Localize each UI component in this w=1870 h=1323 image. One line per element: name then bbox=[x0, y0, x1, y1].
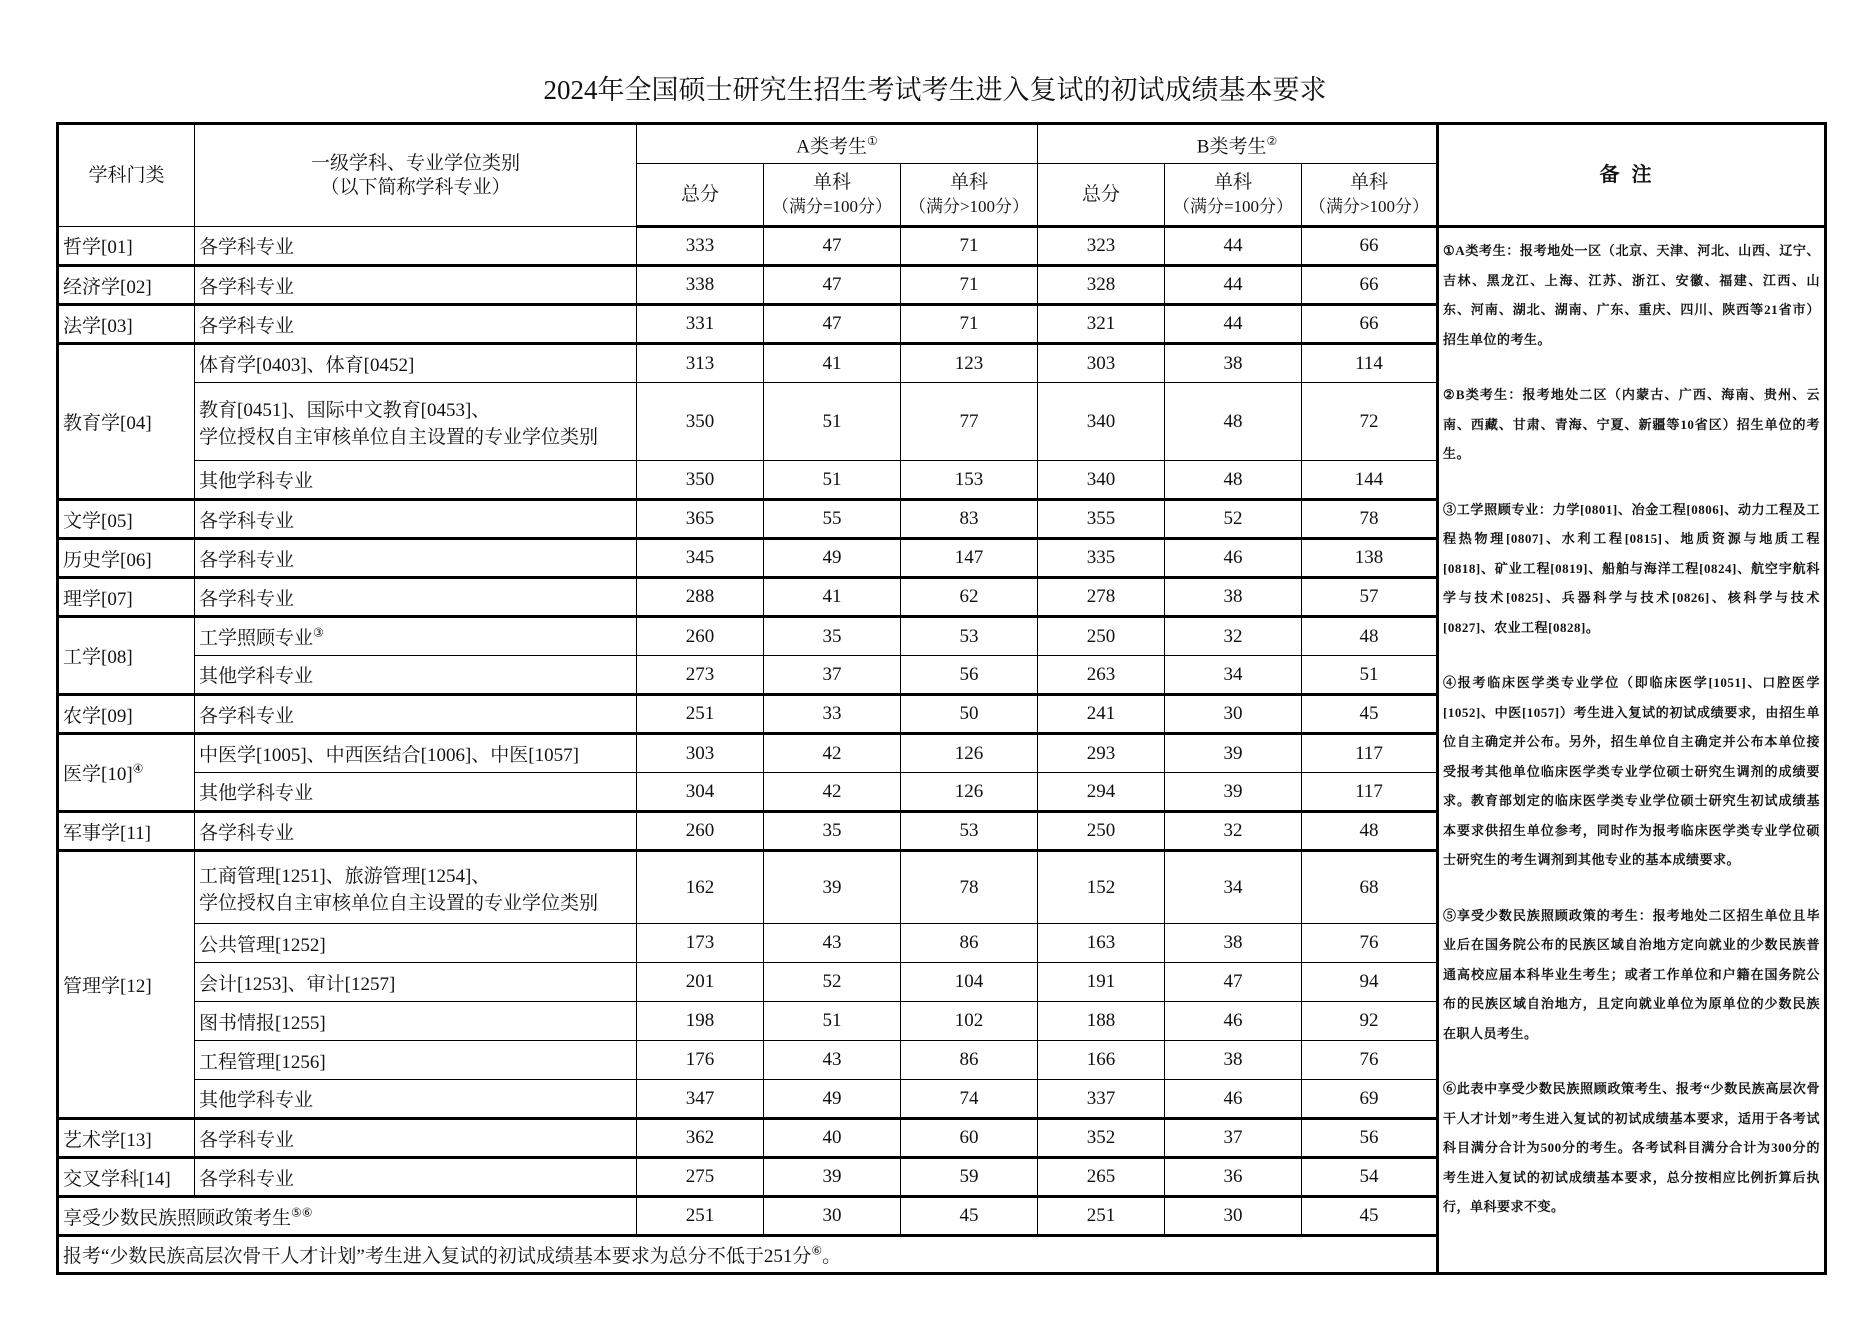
header-discipline: 学科门类 bbox=[58, 124, 195, 227]
score-a-2: 53 bbox=[901, 812, 1038, 851]
note: ⑥此表中享受少数民族照顾政策考生、报考“少数民族高层次骨干人才计划”考生进入复试的初试成绩基本要求，适用于各考试科目满分合计为500分的考生。各考试科目满分合计为300分的考生进入复试的初试成绩基本要求，总分按相应比例折算后执行，单科要求不变。 bbox=[1443, 1081, 1820, 1214]
subject-cell bbox=[195, 924, 637, 963]
score-a-2: 71 bbox=[901, 266, 1038, 305]
subject-cell bbox=[195, 963, 637, 1002]
discipline-name: 法学[03] bbox=[63, 315, 133, 337]
header-a-single-gt100 bbox=[901, 164, 1038, 227]
score-b-1: 52 bbox=[1165, 500, 1302, 539]
subject-name: 工程管理[1256] bbox=[199, 1051, 326, 1073]
subject-cell bbox=[195, 461, 637, 500]
score-a-2: 74 bbox=[901, 1080, 1038, 1119]
score-a-0: 345 bbox=[637, 539, 764, 578]
score-a-2: 71 bbox=[901, 305, 1038, 344]
minority-label bbox=[58, 1197, 637, 1236]
score-b-1: 39 bbox=[1165, 734, 1302, 773]
header-subject-line1: 一级学科、专业学位类别 bbox=[310, 152, 520, 174]
score-b-0: 335 bbox=[1038, 539, 1165, 578]
subject-name: 各学科专业 bbox=[199, 276, 295, 298]
subject-name: 各学科专业 bbox=[199, 1129, 295, 1151]
score-b-2: 114 bbox=[1302, 344, 1438, 383]
score-b-0: 166 bbox=[1038, 1041, 1165, 1080]
subject-cell bbox=[195, 539, 637, 578]
header-group-a bbox=[637, 124, 1038, 164]
score-b-1: 34 bbox=[1165, 656, 1302, 695]
header-b-total: 总分 bbox=[1038, 164, 1165, 227]
page-title: 2024年全国硕士研究生招生考试考生进入复试的初试成绩基本要求 bbox=[543, 75, 1327, 105]
score-b-2: 56 bbox=[1302, 1119, 1438, 1158]
discipline-cell bbox=[58, 305, 195, 344]
minority-label-text: 享受少数民族照顾政策考生 bbox=[63, 1207, 292, 1229]
subject-name: 其他学科专业 bbox=[199, 471, 314, 492]
score-a-0: 162 bbox=[637, 851, 764, 924]
discipline-cell bbox=[58, 539, 195, 578]
score-a-2: 86 bbox=[901, 1041, 1038, 1080]
score-a-1: 42 bbox=[764, 773, 901, 812]
score-b-0: 321 bbox=[1038, 305, 1165, 344]
score-a-2: 83 bbox=[901, 500, 1038, 539]
discipline-name: 艺术学[13] bbox=[63, 1129, 152, 1151]
score-b-0: 337 bbox=[1038, 1080, 1165, 1119]
single-label: 单科 bbox=[812, 171, 851, 193]
subject-name: 体育学[0403]、体育[0452] bbox=[199, 355, 415, 376]
subject-name: 公共管理[1252] bbox=[199, 934, 326, 956]
score-a-1: 35 bbox=[764, 812, 901, 851]
score-b-2: 72 bbox=[1302, 383, 1438, 461]
score-b-2: 48 bbox=[1302, 812, 1438, 851]
note: ③工学照顾专业：力学[0801]、冶金工程[0806]、动力工程及工程热物理[0807]、水利工程[0815]、地质资源与地质工程[0818]、矿业工程[0819]、船舶与海洋工程[0824]、航空宇航科学与技术[0825]、兵器科学与技术[0826]、核科学与技术[0827]、农业工程[0828]。 bbox=[1443, 501, 1820, 635]
score-a-0: 362 bbox=[637, 1119, 764, 1158]
discipline-cell bbox=[58, 227, 195, 266]
score-a-2: 78 bbox=[901, 851, 1038, 924]
footer-text: 报考“少数民族高层次骨干人才计划”考生进入复试的初试成绩基本要求为总分不低于251分 bbox=[63, 1246, 812, 1267]
score-a-2: 126 bbox=[901, 773, 1038, 812]
score-b-0: 250 bbox=[1038, 812, 1165, 851]
single-label: 单科 bbox=[1349, 171, 1388, 193]
subject-cell bbox=[195, 1002, 637, 1041]
discipline-name: 历史学[06] bbox=[63, 549, 152, 571]
score-a-0: 173 bbox=[637, 924, 764, 963]
score-b-0: 294 bbox=[1038, 773, 1165, 812]
score-a-0: 347 bbox=[637, 1080, 764, 1119]
score-a-2: 123 bbox=[901, 344, 1038, 383]
discipline-cell bbox=[58, 617, 195, 695]
discipline-cell bbox=[58, 578, 195, 617]
score-a-0: 288 bbox=[637, 578, 764, 617]
score-a-1: 40 bbox=[764, 1119, 901, 1158]
score-b-2: 66 bbox=[1302, 266, 1438, 305]
score-b-1: 30 bbox=[1165, 695, 1302, 734]
score-a-0: 350 bbox=[637, 461, 764, 500]
score-b-1: 38 bbox=[1165, 1041, 1302, 1080]
score-a-1: 39 bbox=[764, 1158, 901, 1197]
header-b-single-gt100 bbox=[1302, 164, 1438, 227]
discipline-name: 经济学[02] bbox=[63, 276, 152, 298]
header-subject bbox=[195, 124, 637, 227]
subject-name: 各学科专业 bbox=[199, 1168, 295, 1190]
score-a-2: 53 bbox=[901, 617, 1038, 656]
score-a-1: 51 bbox=[764, 383, 901, 461]
subject-cell bbox=[195, 1119, 637, 1158]
score-a-0: 313 bbox=[637, 344, 764, 383]
score-a-1: 42 bbox=[764, 734, 901, 773]
score-b-2: 117 bbox=[1302, 773, 1438, 812]
score-b-1: 47 bbox=[1165, 963, 1302, 1002]
full-gt100-label: （满分>100分） bbox=[1308, 196, 1430, 216]
group-b-sup: ② bbox=[1266, 133, 1278, 148]
score-a-1: 47 bbox=[764, 227, 901, 266]
discipline-cell bbox=[58, 1158, 195, 1197]
score-b-2: 117 bbox=[1302, 734, 1438, 773]
score-a-2: 45 bbox=[901, 1197, 1038, 1236]
discipline-cell bbox=[58, 500, 195, 539]
score-b-1: 46 bbox=[1165, 539, 1302, 578]
discipline-cell bbox=[58, 1119, 195, 1158]
score-b-1: 38 bbox=[1165, 578, 1302, 617]
single-label: 单科 bbox=[1213, 171, 1252, 193]
discipline-name: 医学[10] bbox=[63, 764, 133, 785]
score-a-1: 51 bbox=[764, 461, 901, 500]
score-a-1: 51 bbox=[764, 1002, 901, 1041]
notes-cell bbox=[1438, 227, 1826, 1274]
subject-name: 其他学科专业 bbox=[199, 1090, 314, 1111]
note: ⑤享受少数民族照顾政策的考生：报考地处二区招生单位且毕业后在国务院公布的民族区域自治地方定向就业的少数民族普通高校应届本科毕业生考生；或者工作单位和户籍在国务院公布的民族区域自治地方，且定向就业单位为原单位的少数民族在职人员考生。 bbox=[1443, 907, 1820, 1041]
subject-name: 图书情报[1255] bbox=[199, 1012, 326, 1034]
score-b-1: 44 bbox=[1165, 266, 1302, 305]
score-a-2: 126 bbox=[901, 734, 1038, 773]
score-table bbox=[56, 122, 1827, 1275]
score-a-0: 304 bbox=[637, 773, 764, 812]
score-b-2: 138 bbox=[1302, 539, 1438, 578]
score-a-2: 71 bbox=[901, 227, 1038, 266]
score-a-1: 43 bbox=[764, 924, 901, 963]
score-b-0: 188 bbox=[1038, 1002, 1165, 1041]
header-a-single-100 bbox=[764, 164, 901, 227]
score-a-1: 47 bbox=[764, 266, 901, 305]
full-gt100-label: （满分>100分） bbox=[908, 196, 1030, 216]
score-b-0: 191 bbox=[1038, 963, 1165, 1002]
table-row bbox=[58, 227, 1826, 266]
score-b-2: 48 bbox=[1302, 617, 1438, 656]
subject-name: 其他学科专业 bbox=[199, 783, 314, 804]
subject-cell bbox=[195, 1158, 637, 1197]
subject-name: 工商管理[1251]、旅游管理[1254]、 bbox=[199, 865, 491, 887]
score-a-0: 331 bbox=[637, 305, 764, 344]
subject-name: 工学照顾专业 bbox=[199, 628, 314, 649]
score-b-1: 48 bbox=[1165, 461, 1302, 500]
score-b-1: 32 bbox=[1165, 617, 1302, 656]
subject-cell bbox=[195, 773, 637, 812]
score-a-0: 251 bbox=[637, 695, 764, 734]
score-b-0: 293 bbox=[1038, 734, 1165, 773]
note: ①A类考生：报考地处一区（北京、天津、河北、山西、辽宁、吉林、黑龙江、上海、江苏、浙江、安徽、福建、江西、山东、河南、湖北、湖南、广东、重庆、四川、陕西等21省市）招生单位的考生。 bbox=[1443, 243, 1820, 347]
score-b-0: 163 bbox=[1038, 924, 1165, 963]
score-b-2: 66 bbox=[1302, 227, 1438, 266]
score-a-0: 251 bbox=[637, 1197, 764, 1236]
score-b-2: 144 bbox=[1302, 461, 1438, 500]
score-a-0: 338 bbox=[637, 266, 764, 305]
score-b-0: 265 bbox=[1038, 1158, 1165, 1197]
discipline-name: 教育学[04] bbox=[63, 413, 152, 434]
footnote-ref: ⑤⑥ bbox=[291, 1205, 313, 1220]
score-a-1: 37 bbox=[764, 656, 901, 695]
score-b-2: 66 bbox=[1302, 305, 1438, 344]
score-a-1: 49 bbox=[764, 539, 901, 578]
score-b-0: 355 bbox=[1038, 500, 1165, 539]
score-b-2: 69 bbox=[1302, 1080, 1438, 1119]
score-a-2: 59 bbox=[901, 1158, 1038, 1197]
score-b-1: 38 bbox=[1165, 344, 1302, 383]
discipline-name: 工学[08] bbox=[63, 647, 133, 668]
subject-cell bbox=[195, 305, 637, 344]
score-a-1: 33 bbox=[764, 695, 901, 734]
subject-cell bbox=[195, 656, 637, 695]
score-b-0: 251 bbox=[1038, 1197, 1165, 1236]
score-b-1: 37 bbox=[1165, 1119, 1302, 1158]
discipline-name: 农学[09] bbox=[63, 705, 133, 727]
subject-name: 其他学科专业 bbox=[199, 666, 314, 687]
score-a-2: 86 bbox=[901, 924, 1038, 963]
score-b-0: 340 bbox=[1038, 461, 1165, 500]
score-a-2: 104 bbox=[901, 963, 1038, 1002]
score-b-1: 48 bbox=[1165, 383, 1302, 461]
score-a-2: 102 bbox=[901, 1002, 1038, 1041]
subject-name: 各学科专业 bbox=[199, 705, 295, 727]
score-b-2: 92 bbox=[1302, 1002, 1438, 1041]
score-b-2: 78 bbox=[1302, 500, 1438, 539]
score-b-0: 352 bbox=[1038, 1119, 1165, 1158]
score-b-0: 323 bbox=[1038, 227, 1165, 266]
discipline-cell bbox=[58, 344, 195, 500]
discipline-name: 交叉学科[14] bbox=[63, 1168, 171, 1190]
subject-name: 中医学[1005]、中西医结合[1006]、中医[1057] bbox=[199, 745, 579, 766]
score-b-2: 76 bbox=[1302, 1041, 1438, 1080]
score-b-2: 76 bbox=[1302, 924, 1438, 963]
subject-cell bbox=[195, 734, 637, 773]
footer-end: 。 bbox=[822, 1246, 842, 1267]
subject-name: 各学科专业 bbox=[199, 315, 295, 337]
score-b-0: 263 bbox=[1038, 656, 1165, 695]
subject-cell bbox=[195, 695, 637, 734]
score-a-1: 35 bbox=[764, 617, 901, 656]
score-b-0: 250 bbox=[1038, 617, 1165, 656]
score-b-1: 36 bbox=[1165, 1158, 1302, 1197]
single-label: 单科 bbox=[949, 171, 988, 193]
score-a-0: 273 bbox=[637, 656, 764, 695]
footer-note bbox=[58, 1236, 1438, 1274]
discipline-name: 哲学[01] bbox=[63, 237, 133, 258]
score-b-1: 44 bbox=[1165, 305, 1302, 344]
group-b-label: B类考生 bbox=[1196, 136, 1267, 158]
score-b-2: 68 bbox=[1302, 851, 1438, 924]
score-b-0: 152 bbox=[1038, 851, 1165, 924]
score-b-2: 45 bbox=[1302, 1197, 1438, 1236]
score-a-0: 198 bbox=[637, 1002, 764, 1041]
discipline-cell bbox=[58, 812, 195, 851]
subject-name: 各学科专业 bbox=[199, 588, 295, 610]
score-a-2: 62 bbox=[901, 578, 1038, 617]
score-a-1: 43 bbox=[764, 1041, 901, 1080]
score-a-1: 47 bbox=[764, 305, 901, 344]
full-100-label: （满分=100分） bbox=[1172, 196, 1294, 216]
subject-cell bbox=[195, 812, 637, 851]
score-b-1: 46 bbox=[1165, 1080, 1302, 1119]
score-a-2: 56 bbox=[901, 656, 1038, 695]
subject-name: 各学科专业 bbox=[199, 822, 295, 844]
footnote-ref: ④ bbox=[132, 761, 144, 776]
discipline-name: 理学[07] bbox=[63, 588, 133, 610]
score-a-0: 350 bbox=[637, 383, 764, 461]
subject-cell bbox=[195, 578, 637, 617]
subject-name: 各学科专业 bbox=[199, 510, 295, 532]
discipline-cell bbox=[58, 851, 195, 1119]
score-a-1: 30 bbox=[764, 1197, 901, 1236]
header-remarks: 备注 bbox=[1438, 124, 1826, 227]
score-b-1: 39 bbox=[1165, 773, 1302, 812]
score-b-1: 34 bbox=[1165, 851, 1302, 924]
discipline-cell bbox=[58, 266, 195, 305]
score-a-0: 260 bbox=[637, 812, 764, 851]
score-a-1: 52 bbox=[764, 963, 901, 1002]
score-b-2: 54 bbox=[1302, 1158, 1438, 1197]
group-a-sup: ① bbox=[866, 133, 878, 148]
score-a-2: 77 bbox=[901, 383, 1038, 461]
subject-name: 各学科专业 bbox=[199, 237, 295, 258]
note: ②B类考生：报考地处二区（内蒙古、广西、海南、贵州、云南、西藏、甘肃、青海、宁夏、新疆等10省区）招生单位的考生。 bbox=[1443, 387, 1820, 461]
score-a-2: 153 bbox=[901, 461, 1038, 500]
subject-name: 各学科专业 bbox=[199, 549, 295, 571]
header-group-b bbox=[1038, 124, 1438, 164]
subject-cell bbox=[195, 266, 637, 305]
discipline-name: 文学[05] bbox=[63, 510, 133, 532]
subject-cell bbox=[195, 617, 637, 656]
score-b-1: 44 bbox=[1165, 227, 1302, 266]
score-b-2: 57 bbox=[1302, 578, 1438, 617]
subject-cell bbox=[195, 344, 637, 383]
full-100-label: （满分=100分） bbox=[771, 196, 893, 216]
score-b-0: 340 bbox=[1038, 383, 1165, 461]
subject-name-line2: 学位授权自主审核单位自主设置的专业学位类别 bbox=[199, 426, 599, 448]
score-a-0: 365 bbox=[637, 500, 764, 539]
subject-name: 教育[0451]、国际中文教育[0453]、 bbox=[199, 399, 491, 421]
score-a-0: 260 bbox=[637, 617, 764, 656]
header-subject-line2: （以下简称学科专业） bbox=[320, 176, 511, 198]
score-a-2: 147 bbox=[901, 539, 1038, 578]
score-b-2: 94 bbox=[1302, 963, 1438, 1002]
discipline-cell bbox=[58, 695, 195, 734]
score-a-2: 60 bbox=[901, 1119, 1038, 1158]
score-b-1: 46 bbox=[1165, 1002, 1302, 1041]
subject-name: 会计[1253]、审计[1257] bbox=[199, 973, 396, 995]
score-b-0: 278 bbox=[1038, 578, 1165, 617]
header-a-total: 总分 bbox=[637, 164, 764, 227]
group-a-label: A类考生 bbox=[796, 136, 867, 158]
score-a-0: 333 bbox=[637, 227, 764, 266]
discipline-cell bbox=[58, 734, 195, 812]
score-b-0: 303 bbox=[1038, 344, 1165, 383]
subject-cell bbox=[195, 227, 637, 266]
score-b-2: 45 bbox=[1302, 695, 1438, 734]
score-a-0: 275 bbox=[637, 1158, 764, 1197]
subject-cell bbox=[195, 851, 637, 924]
subject-cell bbox=[195, 1041, 637, 1080]
footnote-ref: ⑥ bbox=[811, 1243, 823, 1258]
subject-name-line2: 学位授权自主审核单位自主设置的专业学位类别 bbox=[199, 892, 599, 914]
score-b-1: 38 bbox=[1165, 924, 1302, 963]
subject-cell bbox=[195, 500, 637, 539]
score-a-2: 50 bbox=[901, 695, 1038, 734]
score-a-1: 55 bbox=[764, 500, 901, 539]
score-a-0: 201 bbox=[637, 963, 764, 1002]
score-b-2: 51 bbox=[1302, 656, 1438, 695]
subject-cell bbox=[195, 1080, 637, 1119]
subject-cell bbox=[195, 383, 637, 461]
note: ④报考临床医学类专业学位（即临床医学[1051]、口腔医学[1052]、中医[1057]）考生进入复试的初试成绩要求，由招生单位自主确定并公布。另外，招生单位自主确定并公布本单位接受报考其他单位临床医学类专业学位硕士研究生调剂的成绩要求。教育部划定的临床医学类专业学位硕士研究生初试成绩基本要求供招生单位参考，同时作为报考临床医学类专业学位硕士研究生的考生调剂到其他专业的基本成绩要求。 bbox=[1443, 675, 1820, 867]
score-b-0: 241 bbox=[1038, 695, 1165, 734]
footnote-ref: ③ bbox=[313, 625, 324, 640]
score-a-1: 49 bbox=[764, 1080, 901, 1119]
discipline-name: 军事学[11] bbox=[63, 822, 151, 844]
score-b-1: 32 bbox=[1165, 812, 1302, 851]
score-a-1: 41 bbox=[764, 578, 901, 617]
score-a-0: 176 bbox=[637, 1041, 764, 1080]
score-a-1: 41 bbox=[764, 344, 901, 383]
header-b-single-100 bbox=[1165, 164, 1302, 227]
score-a-1: 39 bbox=[764, 851, 901, 924]
discipline-name: 管理学[12] bbox=[63, 976, 152, 997]
score-b-0: 328 bbox=[1038, 266, 1165, 305]
score-b-1: 30 bbox=[1165, 1197, 1302, 1236]
score-a-0: 303 bbox=[637, 734, 764, 773]
